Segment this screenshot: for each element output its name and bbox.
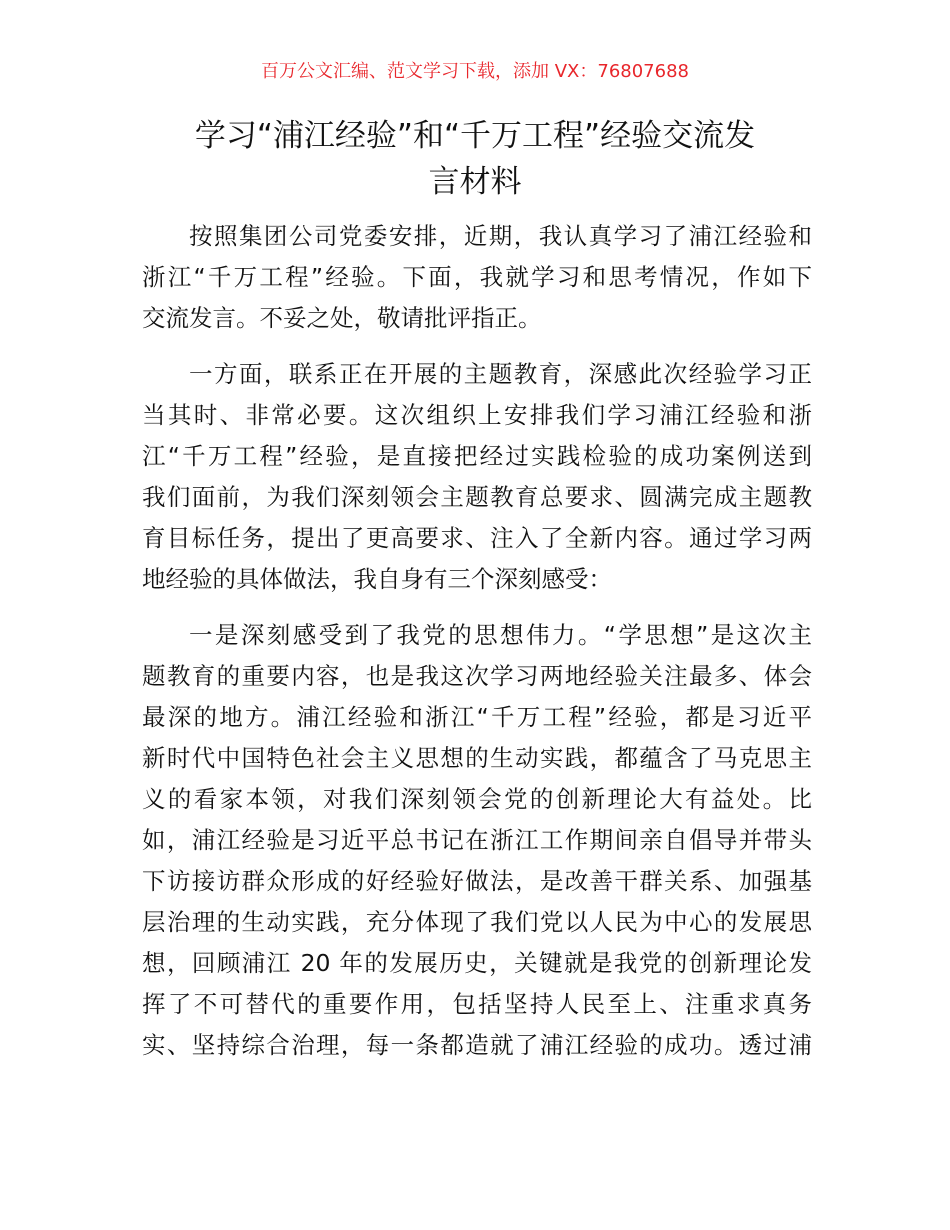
paragraph (142, 216, 812, 339)
paragraph (142, 615, 812, 1066)
document-body (142, 216, 812, 1081)
paragraph-line: 育目标任务，提出了更高要求、注入了全新内容。通过学习两 (142, 524, 812, 552)
title-line: 学习“浦江经验”和“千万工程”经验交流发 (194, 118, 756, 154)
paragraph-line: 想，回顾浦江 20 年的发展历史，关键就是我党的创新理论发 (142, 949, 812, 977)
paragraph-line: 我们面前，为我们深刻领会主题教育总要求、圆满完成主题教 (142, 483, 812, 511)
paragraph-line: 交流发言。不妥之处，敬请批评指正。 (142, 304, 542, 332)
paragraph-line: 按照集团公司党委安排，近期，我认真学习了浦江经验和 (189, 222, 812, 250)
paragraph-line: 实、坚持综合治理，每一条都造就了浦江经验的成功。透过浦 (142, 1031, 812, 1059)
paragraph-line: 如，浦江经验是习近平总书记在浙江工作期间亲自倡导并带头 (142, 826, 812, 854)
paragraph-line: 义的看家本领，对我们深刻领会党的创新理论大有益处。比 (142, 785, 812, 813)
paragraph-line: 浙江“千万工程”经验。下面，我就学习和思考情况，作如下 (142, 263, 812, 291)
paragraph-line: 层治理的生动实践，充分体现了我们党以人民为中心的发展思 (142, 908, 812, 936)
paragraph-line: 挥了不可替代的重要作用，包括坚持人民至上、注重求真务 (142, 990, 812, 1018)
paragraph-line: 一是深刻感受到了我党的思想伟力。“学思想”是这次主 (189, 621, 812, 649)
paragraph-line: 下访接访群众形成的好经验好做法，是改善干群关系、加强基 (142, 867, 812, 895)
title-line: 言材料 (428, 164, 522, 200)
watermark-header: 百万公文汇编、范文学习下载，添加 VX：76807688 (261, 61, 689, 82)
paragraph-line: 新时代中国特色社会主义思想的生动实践，都蕴含了马克思主 (142, 744, 812, 772)
paragraph-line: 题教育的重要内容，也是我这次学习两地经验关注最多、体会 (142, 662, 812, 690)
paragraph-line: 当其时、非常必要。这次组织上安排我们学习浦江经验和浙 (142, 401, 812, 429)
paragraph-line: 江“千万工程”经验，是直接把经过实践检验的成功案例送到 (142, 442, 812, 470)
paragraph (142, 354, 812, 600)
paragraph-line: 地经验的具体做法，我自身有三个深刻感受： (142, 565, 612, 593)
document-title (130, 113, 820, 205)
paragraph-line: 最深的地方。浦江经验和浙江“千万工程”经验，都是习近平 (142, 703, 812, 731)
paragraph-line: 一方面，联系正在开展的主题教育，深感此次经验学习正 (189, 360, 812, 388)
